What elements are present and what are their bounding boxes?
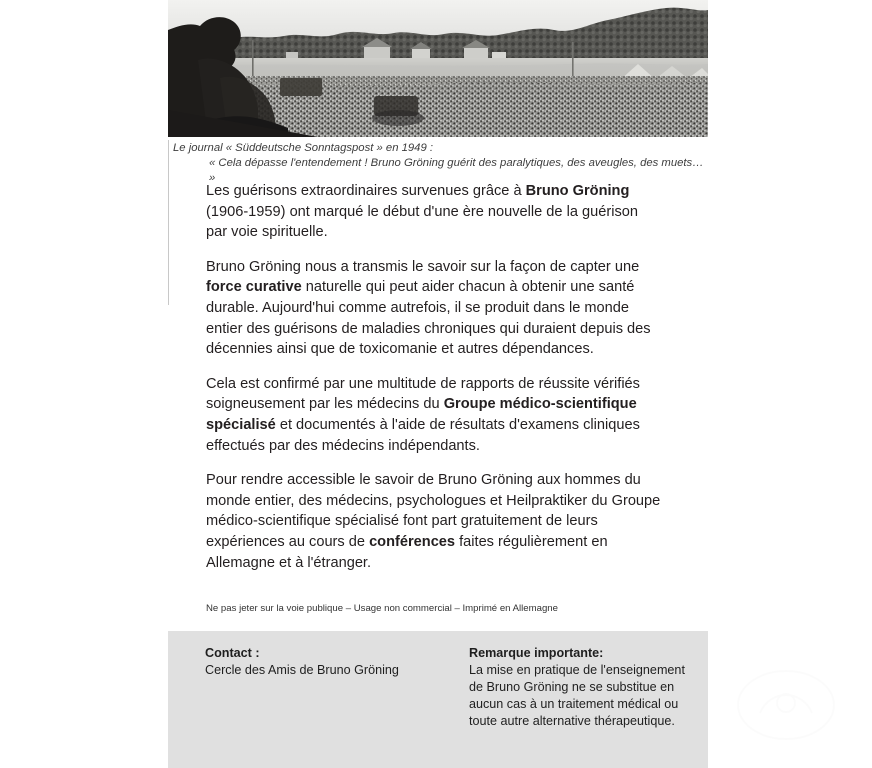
plain-text: Cela est confirmé par une multitude de rapports de réussite vérifiés soigneusement par les médecins du [206, 375, 640, 413]
contact-body: Cercle des Amis de Bruno Gröning [205, 663, 399, 677]
plain-text: Pour rendre accessible le savoir de Bruno Gröning aux hommes du monde entier, des médecins, psychologues et Heilpraktiker du Groupe médico-scientifique spécialisé font part gratuitement de leurs expériences au cours de [206, 472, 661, 550]
photo-caption [173, 141, 708, 186]
paragraph-p4 [206, 470, 661, 573]
paragraph-p2 [206, 257, 661, 360]
crowd-photograph [168, 0, 708, 137]
remark-heading: Remarque importante: [469, 646, 604, 660]
emphasis-text: force curative [206, 279, 302, 296]
plain-text: (1906-1959) ont marqué le début d'une ère nouvelle de la guérison par voie spirituelle. [206, 203, 638, 241]
remark-body: La mise en pratique de l'enseignement de Bruno Gröning ne se substitue en aucun cas à un traitement médical ou toute autre alternative thérapeutique. [469, 663, 685, 728]
plain-text: naturelle qui peut aider chacun à obtenir une santé durable. Aujourd'hui comme autrefois, il se produit dans le monde entier des guérisons de maladies chroniques qui duraient depuis des décennies ainsi que de toxicomanie et autres dépendances. [206, 279, 651, 358]
plain-text: faites régulièrement en Allemagne et à l'étranger. [206, 533, 608, 571]
emphasis-text: Groupe médico-scientifique spécialisé [206, 396, 637, 433]
plain-text: Les guérisons extraordinaires survenues grâce à [206, 183, 526, 199]
footer-remark-block [469, 645, 694, 730]
plain-text: Bruno Gröning nous a transmis le savoir sur la façon de capter une [206, 258, 640, 275]
contact-heading: Contact : [205, 646, 260, 660]
caption-line-1: Le journal « Süddeutsche Sonntagspost » en 1949 : [173, 142, 434, 154]
paragraph-p1 [206, 181, 661, 243]
footer-band [168, 631, 708, 768]
faint-watermark [726, 655, 846, 755]
plain-text: et documentés à l'aide de résultats d'examens cliniques effectués par des médecins indépendants. [206, 416, 640, 454]
caption-line-2: « Cela dépasse l'entendement ! Bruno Gröning guérit des paralytiques, des aveugles, des muets… » [209, 157, 704, 184]
emphasis-text: Bruno Gröning [525, 183, 630, 199]
footer-contact-block [205, 645, 455, 679]
body-text [206, 181, 661, 587]
emphasis-text: conférences [369, 533, 456, 550]
legal-smallprint: Ne pas jeter sur la voie publique – Usage non commercial – Imprimé en Allemagne [206, 603, 558, 614]
photo-illustration [168, 0, 708, 137]
paragraph-p3 [206, 374, 661, 456]
left-vertical-rule [168, 140, 169, 305]
